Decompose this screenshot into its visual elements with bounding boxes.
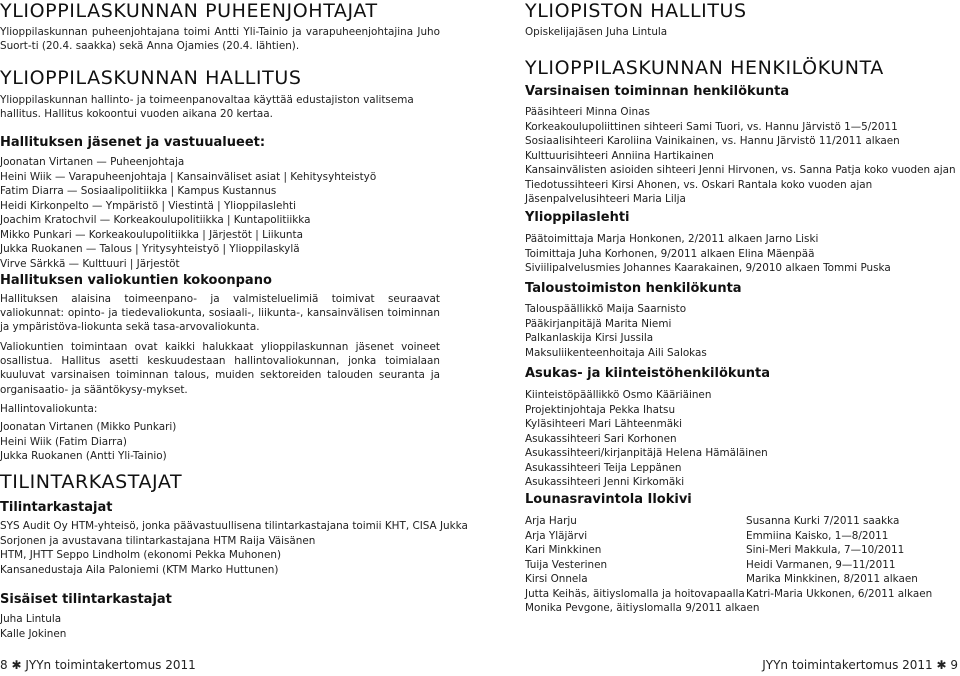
- list-item: Heidi Varmanen, 9—11/2011: [746, 558, 896, 571]
- list-item: Joachim Kratochvil — Korkeakoulupolitiikka | Kuntapolitiikka: [0, 214, 311, 226]
- heading-asukas: Asukas- ja kiinteistöhenkilökunta: [525, 366, 771, 381]
- valiokunnat-paragraph-2: Valiokuntien toimintaan ovat kaikki halukkaat ylioppilaskunnan jäsenet voineet osallistua. Hallitus asetti keskuudestaan hallintovaliokunnan, jonka toimialaan kuuluvat varsinaisen toiminnan talous, muiden sektoreiden talouden seuranta ja organisaatio- ja sääntökysy-mykset.: [0, 341, 440, 396]
- heading-varsinainen: Varsinaisen toiminnan henkilökunta: [525, 84, 790, 99]
- hallintovaliokunta-label: Hallintovaliokunta:: [0, 403, 98, 415]
- lounas-list-left: [525, 514, 760, 616]
- valiokunnat-paragraph-1: Hallituksen alaisina toimeenpano- ja valmisteluelimiä toimivat seuraavat valiokunnat: opinto- ja tiedevaliokunta, sosiaali-, liikunta-, kansainvälisen toiminnan ja ympäristöva-liokunta sekä tasa-arvovaliokunta.: [0, 293, 440, 334]
- list-item: Joonatan Virtanen — Puheenjohtaja: [0, 156, 185, 168]
- yliopisto-text: Opiskelijajäsen Juha Lintula: [525, 26, 668, 38]
- list-item: Talouspäällikkö Maija Saarnisto: [525, 303, 687, 315]
- list-item: Heini Wiik (Fatim Diarra): [0, 435, 127, 448]
- list-item: Asukassihteeri Jenni Kirkomäki: [525, 476, 685, 488]
- list-item: Asukassihteeri Sari Korhonen: [525, 432, 677, 445]
- heading-henkilokunta: YLIOPPILASKUNNAN HENKILÖKUNTA: [525, 57, 884, 79]
- list-item: Palkanlaskija Kirsi Jussila: [525, 332, 654, 344]
- list-item: Heini Wiik — Varapuheenjohtaja | Kansainväliset asiat | Kehitysyhteistyö: [0, 170, 377, 183]
- list-item: Emmiina Kaisko, 1—8/2011: [746, 529, 889, 542]
- list-item: Pääkirjanpitäjä Marita Niemi: [525, 317, 672, 330]
- heading-hallitus: YLIOPPILASKUNNAN HALLITUS: [0, 67, 302, 89]
- varsinainen-list: [525, 105, 956, 207]
- list-item: Sini-Meri Makkula, 7—10/2011: [746, 544, 905, 556]
- list-item: Marika Minkkinen, 8/2011 alkaen: [746, 573, 918, 585]
- lounas-list-right: [746, 514, 932, 601]
- list-item: Tiedotussihteeri Kirsi Ahonen, vs. Oskari Rantala koko vuoden ajan: [525, 178, 873, 191]
- list-item: Toimittaja Juha Korhonen, 9/2011 alkaen Elina Mäenpää: [525, 247, 815, 260]
- hallintovaliokunta-list: [0, 420, 176, 464]
- list-item: Fatim Diarra — Sosiaalipolitiikka | Kampus Kustannus: [0, 185, 277, 197]
- list-item: Maksuliikenteenhoitaja Aili Salokas: [525, 346, 707, 359]
- list-item: Kansainvälisten asioiden sihteeri Jenni Hirvonen, vs. Sanna Patja koko vuoden ajan: [525, 164, 956, 176]
- list-item: Jutta Keihäs, äitiyslomalla ja hoitovapaalla: [525, 587, 745, 600]
- list-item: Päätoimittaja Marja Honkonen, 2/2011 alkaen Jarno Liski: [525, 233, 819, 245]
- puheenjohtajat-text: Ylioppilaskunnan puheenjohtajana toimi Antti Yli-Tainio ja varapuheenjohtajina Juho Suort-ti (20.4. saakka) sekä Anna Ojamies (20.4. lähtien).: [0, 26, 440, 53]
- footer-left-page-number: 8 ✱ JYYn toimintakertomus 2011: [0, 658, 196, 672]
- lehti-list: [525, 232, 891, 276]
- heading-sisaiset: Sisäiset tilintarkastajat: [0, 592, 172, 607]
- list-item: Arja Harju: [525, 515, 577, 527]
- list-item: SYS Audit Oy HTM-yhteisö, jonka päävastuullisena tilintarkastajana toimii KHT, CISA Jukka: [0, 520, 468, 532]
- list-item: Pääsihteeri Minna Oinas: [525, 106, 650, 118]
- list-item: Tuija Vesterinen: [525, 558, 608, 571]
- heading-tilintarkastajat: TILINTARKASTAJAT: [0, 471, 183, 493]
- list-item: Kulttuurisihteeri Anniina Hartikainen: [525, 149, 714, 162]
- list-item: Monika Pevgone, äitiyslomalla 9/2011 alkaen: [525, 602, 760, 614]
- heading-jasenet: Hallituksen jäsenet ja vastuualueet:: [0, 135, 266, 150]
- list-item: Siviilipalvelusmies Johannes Kaarakainen, 9/2010 alkaen Tommi Puska: [525, 262, 891, 274]
- list-item: Kiinteistöpäällikkö Osmo Kääriäinen: [525, 389, 712, 401]
- tilintarkastajat-list: [0, 519, 468, 577]
- list-item: Arja Yläjärvi: [525, 529, 588, 542]
- members-list: [0, 155, 376, 271]
- heading-lehti: Ylioppilaslehti: [525, 210, 630, 225]
- hallitus-text: Ylioppilaskunnan hallinto- ja toimeenpanovaltaa käyttää edustajiston valitsema hallitus. Hallitus kokoontui vuoden aikana 20 kertaa.: [0, 94, 414, 121]
- list-item: Mikko Punkari — Korkeakoulupolitiikka | Järjestöt | Liikunta: [0, 228, 303, 241]
- asukas-list: [525, 388, 768, 490]
- footer-right-page-number: JYYn toimintakertomus 2011 ✱ 9: [762, 658, 958, 672]
- heading-tilintarkastajat-sub: Tilintarkastajat: [0, 500, 113, 515]
- list-item: Kari Minkkinen: [525, 544, 602, 556]
- list-item: Asukassihteeri/kirjanpitäjä Helena Hämäläinen: [525, 447, 768, 459]
- heading-lounas: Lounasravintola Ilokivi: [525, 492, 692, 507]
- list-item: Juha Lintula: [0, 613, 62, 625]
- list-item: Sosiaalisihteeri Karoliina Vainikainen, vs. Hannu Järvistö 11/2011 alkaen: [525, 135, 900, 147]
- list-item: Virve Särkkä — Kulttuuri | Järjestöt: [0, 257, 180, 270]
- list-item: Kansanedustaja Aila Paloniemi (KTM Marko Huttunen): [0, 563, 279, 576]
- list-item: Jukka Ruokanen (Antti Yli-Tainio): [0, 450, 167, 462]
- list-item: Asukassihteeri Teija Leppänen: [525, 461, 682, 474]
- list-item: Kalle Jokinen: [0, 627, 67, 640]
- list-item: Heidi Kirkonpelto — Ympäristö | Viestintä | Ylioppilaslehti: [0, 199, 297, 212]
- list-item: Kirsi Onnela: [525, 573, 588, 585]
- heading-taloustoimisto: Taloustoimiston henkilökunta: [525, 281, 742, 296]
- sisaiset-list: [0, 612, 66, 641]
- list-item: Kyläsihteeri Mari Lähteenmäki: [525, 418, 683, 430]
- list-item: Projektinjohtaja Pekka Ihatsu: [525, 403, 676, 416]
- taloustoimisto-list: [525, 302, 707, 360]
- heading-puheenjohtajat: YLIOPPILASKUNNAN PUHEENJOHTAJAT: [0, 0, 378, 22]
- list-item: HTM, JHTT Seppo Lindholm (ekonomi Pekka Muhonen): [0, 549, 281, 561]
- list-item: Susanna Kurki 7/2011 saakka: [746, 515, 900, 527]
- list-item: Jukka Ruokanen — Talous | Yritysyhteistyö | Ylioppilaskylä: [0, 243, 300, 255]
- list-item: Sorjonen ja avustavana tilintarkastajana HTM Raija Väisänen: [0, 534, 316, 547]
- list-item: Joonatan Virtanen (Mikko Punkari): [0, 421, 177, 433]
- heading-valiokunnat: Hallituksen valiokuntien kokoonpano: [0, 273, 272, 288]
- heading-yliopiston-hallitus: YLIOPISTON HALLITUS: [525, 0, 747, 22]
- list-item: Katri-Maria Ukkonen, 6/2011 alkaen: [746, 587, 933, 600]
- list-item: Korkeakoulupoliittinen sihteeri Sami Tuori, vs. Hannu Järvistö 1—5/2011: [525, 120, 898, 133]
- list-item: Jäsenpalvelusihteeri Maria Lilja: [525, 193, 686, 205]
